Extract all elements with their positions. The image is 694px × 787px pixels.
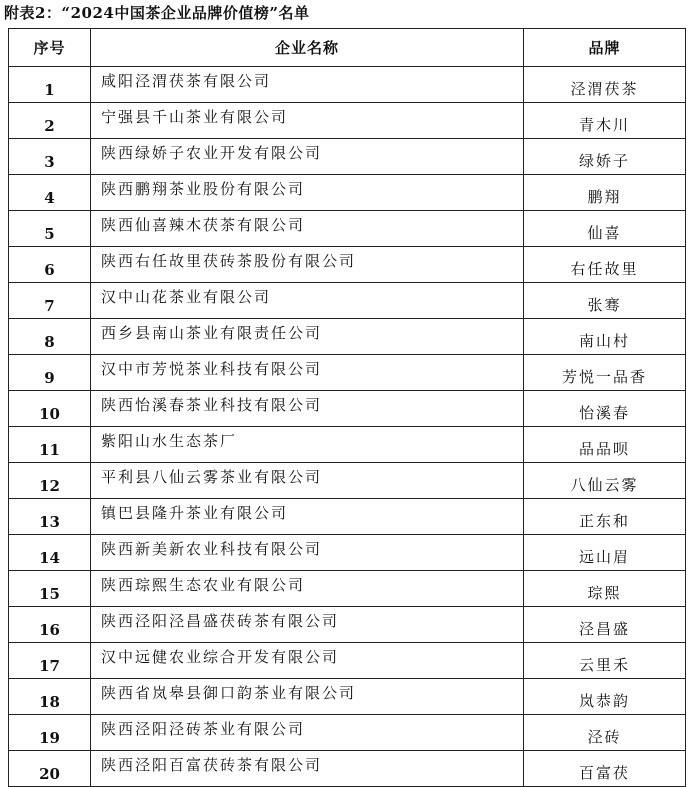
row-brand: 泾砖	[524, 715, 686, 751]
table-row	[9, 391, 686, 427]
row-company: 陕西仙喜辣木茯茶有限公司	[91, 211, 524, 247]
row-index: 7	[9, 283, 91, 319]
row-brand: 岚恭韵	[524, 679, 686, 715]
row-index: 1	[9, 67, 91, 103]
table-row	[9, 247, 686, 283]
row-company: 陕西绿娇子农业开发有限公司	[91, 139, 524, 175]
row-index: 17	[9, 643, 91, 679]
row-brand: 怡溪春	[524, 391, 686, 427]
table-row	[9, 607, 686, 643]
row-index: 20	[9, 751, 91, 787]
table-body	[9, 67, 686, 787]
row-company: 陕西泾阳百富茯砖茶有限公司	[91, 751, 524, 787]
row-company: 西乡县南山茶业有限责任公司	[91, 319, 524, 355]
table-row	[9, 679, 686, 715]
row-index: 4	[9, 175, 91, 211]
row-brand: 张骞	[524, 283, 686, 319]
table-row	[9, 643, 686, 679]
row-index: 9	[9, 355, 91, 391]
row-brand: 正东和	[524, 499, 686, 535]
table-row	[9, 571, 686, 607]
row-brand: 琮熙	[524, 571, 686, 607]
row-index: 8	[9, 319, 91, 355]
table-row	[9, 463, 686, 499]
row-index: 2	[9, 103, 91, 139]
row-index: 3	[9, 139, 91, 175]
row-brand: 南山村	[524, 319, 686, 355]
brand-value-table	[8, 28, 686, 787]
header-index: 序号	[9, 29, 91, 67]
row-index: 14	[9, 535, 91, 571]
row-company: 陕西右任故里茯砖茶股份有限公司	[91, 247, 524, 283]
table-row	[9, 175, 686, 211]
row-index: 16	[9, 607, 91, 643]
row-index: 19	[9, 715, 91, 751]
row-brand: 绿娇子	[524, 139, 686, 175]
row-company: 宁强县千山茶业有限公司	[91, 103, 524, 139]
table-row	[9, 319, 686, 355]
row-company: 咸阳泾渭茯茶有限公司	[91, 67, 524, 103]
row-brand: 泾昌盛	[524, 607, 686, 643]
row-company: 镇巴县隆升茶业有限公司	[91, 499, 524, 535]
row-index: 6	[9, 247, 91, 283]
row-index: 5	[9, 211, 91, 247]
row-brand: 芳悦一品香	[524, 355, 686, 391]
row-company: 陕西怡溪春茶业科技有限公司	[91, 391, 524, 427]
table-row	[9, 67, 686, 103]
table-row	[9, 427, 686, 463]
table-header-row	[9, 29, 686, 67]
table-row	[9, 751, 686, 787]
row-company: 陕西泾阳泾砖茶业有限公司	[91, 715, 524, 751]
row-index: 12	[9, 463, 91, 499]
row-brand: 青木川	[524, 103, 686, 139]
row-brand: 右任故里	[524, 247, 686, 283]
table-row	[9, 535, 686, 571]
row-company: 陕西新美新农业科技有限公司	[91, 535, 524, 571]
row-brand: 泾渭茯茶	[524, 67, 686, 103]
row-index: 15	[9, 571, 91, 607]
row-company: 紫阳山水生态茶厂	[91, 427, 524, 463]
table-row	[9, 211, 686, 247]
row-company: 陕西鹏翔茶业股份有限公司	[91, 175, 524, 211]
row-brand: 远山眉	[524, 535, 686, 571]
row-brand: 云里禾	[524, 643, 686, 679]
row-company: 平利县八仙云雾茶业有限公司	[91, 463, 524, 499]
header-brand: 品牌	[524, 29, 686, 67]
table-row	[9, 139, 686, 175]
row-brand: 八仙云雾	[524, 463, 686, 499]
row-brand: 鹏翔	[524, 175, 686, 211]
row-company: 陕西泾阳泾昌盛茯砖茶有限公司	[91, 607, 524, 643]
row-company: 陕西琮熙生态农业有限公司	[91, 571, 524, 607]
row-company: 陕西省岚皋县御口韵茶业有限公司	[91, 679, 524, 715]
table-row	[9, 355, 686, 391]
table-row	[9, 715, 686, 751]
header-company: 企业名称	[91, 29, 524, 67]
table-row	[9, 103, 686, 139]
table-row	[9, 499, 686, 535]
row-index: 10	[9, 391, 91, 427]
row-index: 18	[9, 679, 91, 715]
table-row	[9, 283, 686, 319]
row-brand: 品品呗	[524, 427, 686, 463]
table-caption: 附表2：“2024中国茶企业品牌价值榜”名单	[4, 4, 310, 22]
row-index: 13	[9, 499, 91, 535]
row-company: 汉中市芳悦茶业科技有限公司	[91, 355, 524, 391]
row-index: 11	[9, 427, 91, 463]
row-brand: 仙喜	[524, 211, 686, 247]
row-company: 汉中远健农业综合开发有限公司	[91, 643, 524, 679]
row-company: 汉中山花茶业有限公司	[91, 283, 524, 319]
row-brand: 百富茯	[524, 751, 686, 787]
